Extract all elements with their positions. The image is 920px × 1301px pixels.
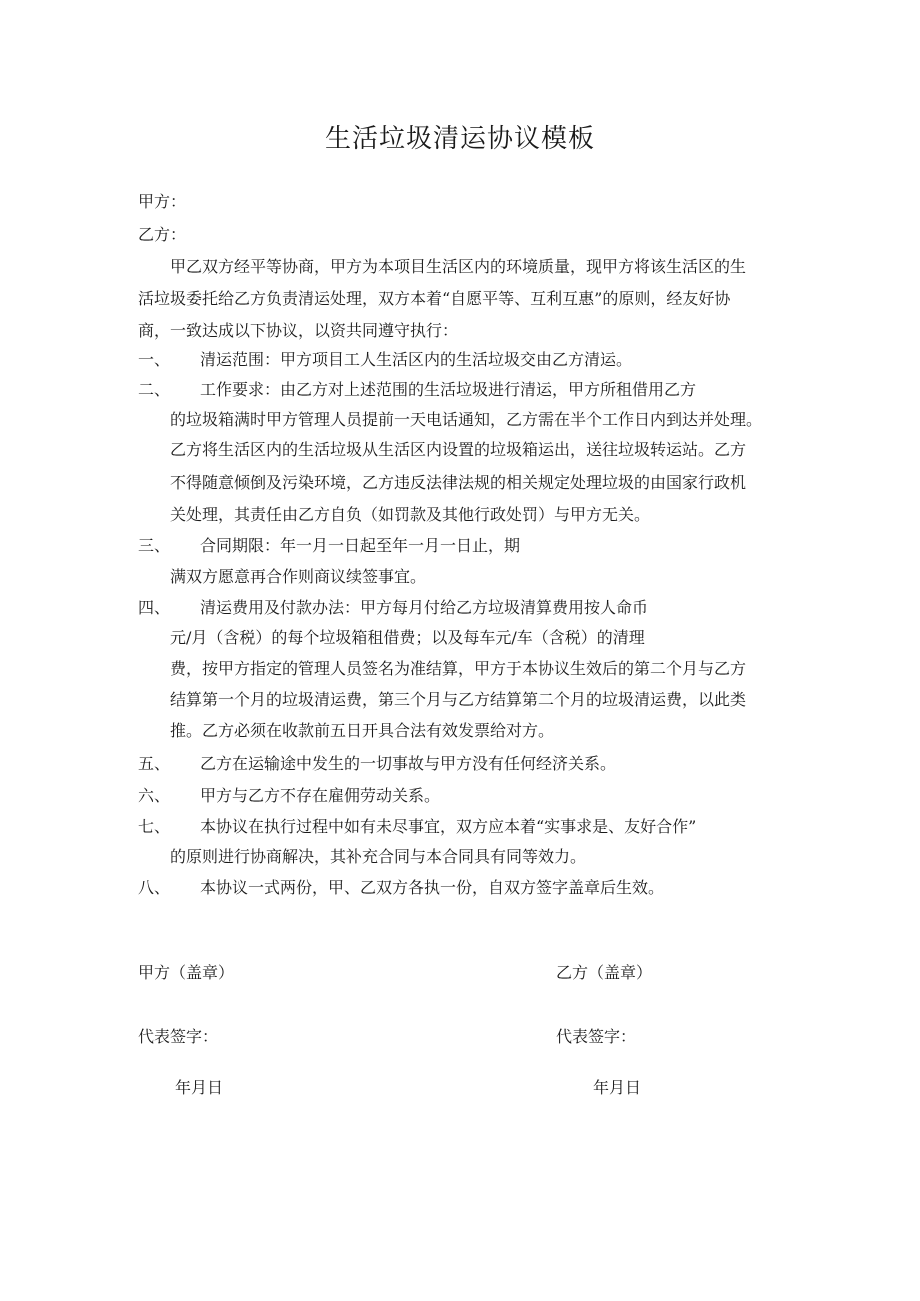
intro-line: 甲乙双方经平等协商，甲方为本项目生活区内的环境质量，现甲方将该生活区的生: [170, 257, 747, 276]
clause-text: 乙方在运输途中发生的一切事故与甲方没有任何经济关系。: [200, 754, 617, 773]
clause-text: 甲方与乙方不存在雇佣劳动关系。: [200, 786, 441, 805]
clause-number: 一、: [138, 350, 171, 369]
clause-text: 满双方愿意再合作则商议续签事宜。: [170, 567, 427, 586]
clause-text: 的原则进行协商解决，其补充合同与本合同具有同等效力。: [170, 847, 587, 866]
clause-number: 七、: [138, 817, 171, 836]
clause-number: 三、: [138, 536, 171, 555]
clause-text: 推。乙方必须在收款前五日开具合法有效发票给对方。: [170, 721, 555, 740]
party-a-seal-label: 甲方（盖章）: [138, 963, 235, 982]
clause-number: 八、: [138, 878, 171, 897]
clause-text: 合同期限：年一月一日起至年一月一日止，期: [200, 536, 521, 555]
party-b-representative-label: 代表签字：: [556, 1027, 637, 1046]
clause-number: 五、: [138, 754, 171, 773]
party-b-date-label: 年月日: [593, 1078, 642, 1097]
clause-text: 费，按甲方指定的管理人员签名为准结算，甲方于本协议生效后的第二个月与乙方: [170, 659, 747, 678]
party-a-date-label: 年月日: [175, 1078, 224, 1097]
clause-text: 的垃圾箱满时甲方管理人员提前一天电话通知，乙方需在半个工作日内到达并处理。: [170, 410, 763, 429]
clause-text: 不得随意倾倒及污染环境，乙方违反法律法规的相关规定处理垃圾的由国家行政机: [170, 473, 747, 492]
clause-text: 元/月（含税）的每个垃圾箱租借费；以及每车元/车（含税）的清理: [170, 628, 645, 647]
clause-text: 清运费用及付款办法：甲方每月付给乙方垃圾清算费用按人命币: [200, 598, 649, 617]
clause-number: 四、: [138, 598, 171, 617]
clause-text: 结算第一个月的垃圾清运费，第三个月与乙方结算第二个月的垃圾清运费，以此类: [170, 690, 747, 709]
clause-text: 乙方将生活区内的生活垃圾从生活区内设置的垃圾箱运出，送往垃圾转运站。乙方: [170, 440, 747, 459]
clause-number: 六、: [138, 786, 171, 805]
party-a-label: 甲方：: [138, 192, 187, 211]
clause-number: 二、: [138, 380, 171, 399]
clause-text: 本协议一式两份，甲、乙双方各执一份，自双方签字盖章后生效。: [200, 878, 665, 897]
clause-text: 本协议在执行过程中如有未尽事宜，双方应本着“实事求是、友好合作”: [200, 817, 697, 836]
clause-text: 关处理，其责任由乙方自负（如罚款及其他行政处罚）与甲方无关。: [170, 505, 651, 524]
intro-line: 商，一致达成以下协议，以资共同遵守执行：: [138, 321, 459, 340]
clause-text: 清运范围：甲方项目工人生活区内的生活垃圾交由乙方清运。: [200, 350, 633, 369]
party-a-representative-label: 代表签字：: [138, 1027, 219, 1046]
party-b-label: 乙方：: [138, 225, 187, 244]
party-b-seal-label: 乙方（盖章）: [556, 963, 653, 982]
clause-text: 工作要求：由乙方对上述范围的生活垃圾进行清运，甲方所租借用乙方: [200, 380, 697, 399]
intro-line: 活垃圾委托给乙方负责清运处理，双方本着“自愿平等、互利互惠”的原则，经友好协: [138, 289, 731, 308]
document-title: 生活垃圾清运协议模板: [324, 124, 595, 154]
